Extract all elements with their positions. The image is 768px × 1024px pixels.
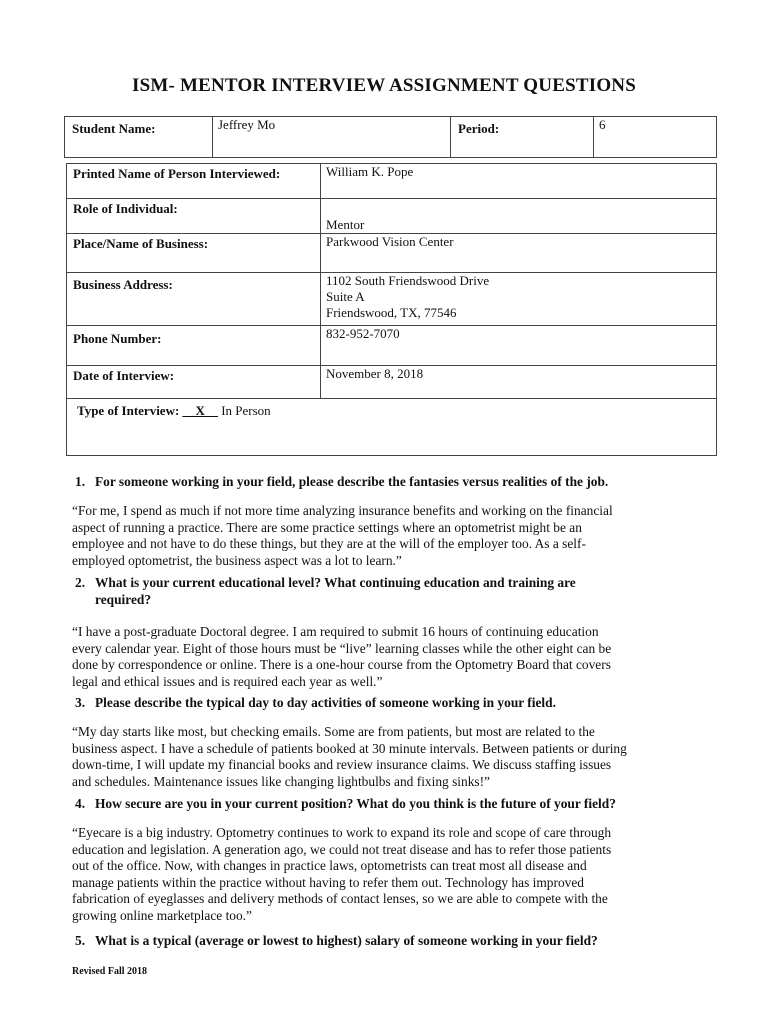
question-3 [75,694,725,711]
question-text: What is a typical (average or lowest to highest) salary of someone working in your field? [95,933,598,948]
address-line-3: Friendswood, TX, 77546 [326,305,457,320]
answer-line: education and legislation. A generation ago, we could not treat disease and has to refer those patients [72,841,612,857]
answer-line: employed optometrist, the business aspect was a lot to learn.” [72,552,402,568]
question-number: 2. [75,575,86,590]
answer-line: employee and not have to do these things, but they are at the will of the employer too. As a self- [72,536,586,551]
interviewee-label: Printed Name of Person Interviewed: [67,164,321,199]
question-text: What is your current educational level? What continuing education and training are [95,575,576,590]
document-title: ISM- MENTOR INTERVIEW ASSIGNMENT QUESTIONS [132,75,636,96]
answer-line: fabrication of eyeglasses and delivery methods of contact lenses, so we are able to compete with the [72,891,608,906]
answer-1 [72,503,717,569]
student-info-table [64,116,717,158]
answer-line: manage patients within the practice without having to refer them out. Technology has improved [72,874,584,890]
revision-footer: Revised Fall 2018 [72,966,147,977]
interview-type-label: Type of Interview: [77,403,180,418]
address-label: Business Address: [67,273,321,326]
answer-line: “I have a post-graduate Doctoral degree. I am required to submit 16 hours of continuing education [72,624,599,639]
answer-line: “For me, I spend as much if not more time analyzing insurance benefits and working on the financial [72,503,613,518]
address-line-1: 1102 South Friendswood Drive [326,273,490,288]
interview-type [77,403,271,419]
question-5 [75,932,725,949]
question-text: Please describe the typical day to day activities of someone working in your field. [95,695,556,710]
student-name-label: Student Name: [65,117,213,158]
question-number: 5. [75,933,86,948]
phone-value: 832-952-7070 [321,326,717,366]
answer-line: growing online marketplace too.” [72,907,252,923]
interview-type-value: In Person [221,403,271,418]
question-1 [75,473,725,490]
question-4 [75,795,725,812]
phone-label: Phone Number: [67,326,321,366]
period-label: Period: [451,117,594,158]
interview-type-mark: __X__ [182,403,218,418]
question-number: 3. [75,695,86,710]
question-2 [75,574,725,608]
answer-2 [72,624,717,690]
answer-line: done by correspondence or online. There is a one-hour course from the Optometry Board that covers [72,657,611,672]
business-label: Place/Name of Business: [67,234,321,273]
date-value: November 8, 2018 [321,366,717,399]
question-text: How secure are you in your current position? What do you think is the future of your field? [95,796,616,811]
answer-line: every calendar year. Eight of those hours must be “live” learning classes while the other eight can be [72,640,612,656]
answer-line: aspect of running a practice. There are some practice settings where an optometrist might be an [72,519,582,535]
answer-line: business aspect. I have a schedule of patients booked at 30 minute intervals. Between patients or during [72,740,627,756]
question-number: 4. [75,796,86,811]
address-value [321,273,717,326]
role-label: Role of Individual: [67,199,321,234]
interviewee-value: William K. Pope [321,164,717,199]
question-text: For someone working in your field, please describe the fantasies versus realities of the job. [95,474,609,489]
business-value: Parkwood Vision Center [321,234,717,273]
student-name-value: Jeffrey Mo [213,117,451,158]
answer-line: down-time, I will update my financial books and review insurance claims. We discuss staffing issues [72,757,612,772]
answer-line: and schedules. Maintenance issues like changing lightbulbs and fixing sinks!” [72,773,490,789]
role-value: Mentor [321,199,717,234]
answer-4 [72,825,717,924]
period-value: 6 [594,117,717,158]
address-line-2: Suite A [326,289,365,304]
answer-line: out of the office. Now, with changes in practice laws, optometrists can treat most all disease and [72,858,587,873]
question-number: 1. [75,474,86,489]
question-text-cont: required? [95,592,152,607]
date-label: Date of Interview: [67,366,321,399]
answer-line: legal and ethical issues and is required each year as well.” [72,673,383,689]
answer-line: “My day starts like most, but checking emails. Some are from patients, but most are related to the [72,724,595,739]
answer-3 [72,724,717,790]
answer-line: “Eyecare is a big industry. Optometry continues to work to expand its role and scope of care through [72,825,612,840]
